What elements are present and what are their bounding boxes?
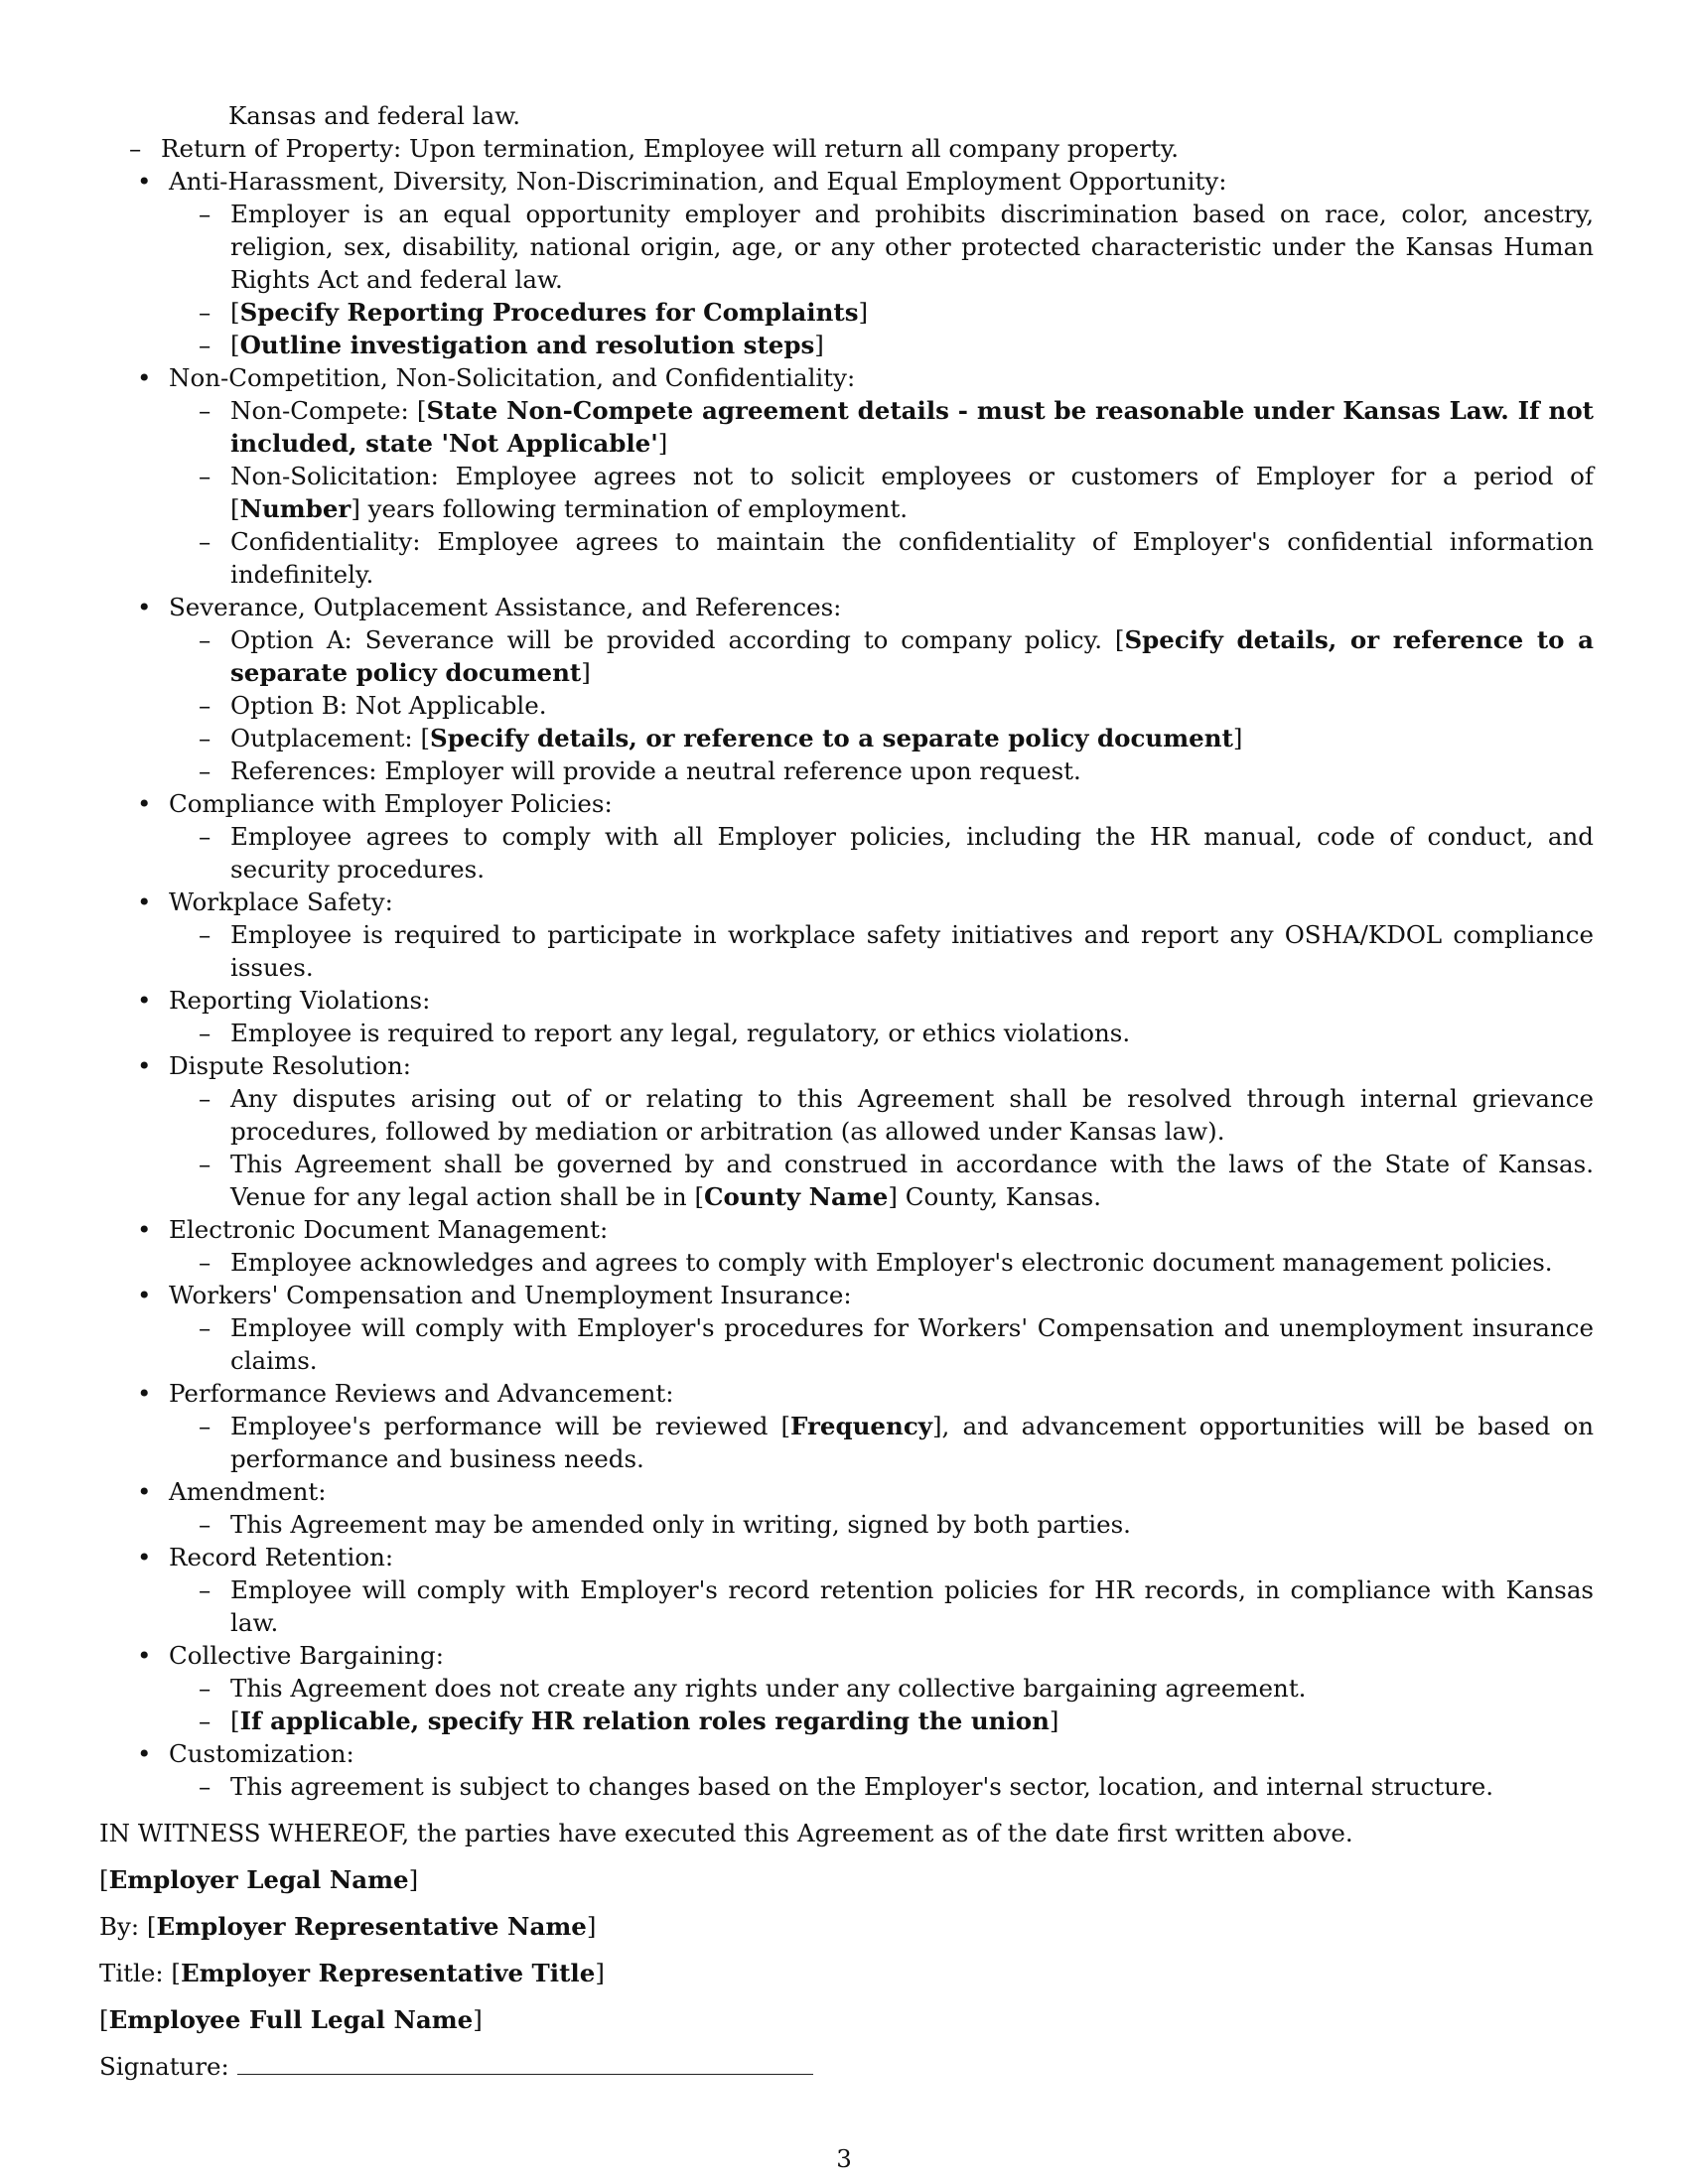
section-item (99, 1737, 1594, 1803)
section-subitems (169, 1508, 1594, 1541)
sub-item-body (230, 689, 1594, 722)
employee-name-line: [Employee Full Legal Name] (99, 2005, 483, 2034)
sub-item-body (230, 623, 1594, 689)
sub-item (230, 1017, 1594, 1049)
section-item (99, 984, 1594, 1049)
item-text: ] County, Kansas. (888, 1182, 1102, 1211)
placeholder-text: If applicable, specify HR relation roles regarding the union (239, 1706, 1050, 1735)
section-subitems (169, 623, 1594, 787)
section-title: • Performance Reviews and Advancement: (169, 1379, 674, 1408)
sub-item-body (230, 329, 1594, 361)
sub-item (230, 1508, 1594, 1541)
item-text: Option A: Severance will be provided according to company policy. [ (230, 625, 1125, 654)
section-item (99, 1213, 1594, 1279)
sub-item (230, 1410, 1594, 1475)
section-item (99, 787, 1594, 886)
signature-line (99, 2050, 1594, 2083)
section-sublist (230, 1672, 1594, 1737)
sub-item-body (230, 198, 1594, 296)
sub-item-body (230, 1311, 1594, 1377)
item-text: ] (1232, 724, 1243, 752)
item-text: References: Employer will provide a neutral reference upon request. (230, 756, 1081, 785)
section-title: • Electronic Document Management: (169, 1215, 609, 1244)
section-item (99, 1639, 1594, 1737)
sub-item-body (230, 525, 1594, 591)
section-sublist (230, 1573, 1594, 1639)
section-item (99, 1475, 1594, 1541)
section-sublist (230, 1246, 1594, 1279)
sub-item-body (230, 1770, 1594, 1803)
section-subitems (169, 1672, 1594, 1737)
item-text: Option B: Not Applicable. (230, 691, 547, 720)
section-item (99, 1541, 1594, 1639)
item-text: This Agreement does not create any rights under any collective bargaining agreement. (230, 1674, 1307, 1703)
section-title: • Record Retention: (169, 1543, 394, 1571)
sub-item-body (230, 754, 1594, 787)
placeholder-text: Outline investigation and resolution steps (239, 331, 815, 359)
placeholder-text: State Non-Compete agreement details - must be reasonable under Kansas Law. If not included, state 'Not Applicable' (230, 396, 1595, 458)
title-label: Title: (99, 1959, 164, 1987)
item-text: [ (230, 1706, 240, 1735)
sub-item (230, 754, 1594, 787)
section-sublist (230, 394, 1594, 591)
by-label: By: (99, 1912, 140, 1941)
sub-item-body (230, 1246, 1594, 1279)
section-sublist (230, 820, 1594, 886)
item-text: Employee is required to participate in workplace safety initiatives and report any OSHA/KDOL compliance issues. (230, 920, 1594, 982)
sub-item-body (230, 296, 1594, 329)
sub-item (230, 198, 1594, 296)
section-sublist (230, 198, 1594, 361)
item-text: Outplacement: [ (230, 724, 431, 752)
section-subitems (169, 198, 1594, 361)
section-subitems (169, 1770, 1594, 1803)
sub-item (230, 1311, 1594, 1377)
item-text: Non-Solicitation: Employee agrees not to solicit employees or customers of Employer for a period of [ (230, 462, 1594, 523)
item-text: Non-Compete: [ (230, 396, 427, 425)
section-item (99, 1377, 1594, 1475)
section-title: • Non-Competition, Non-Solicitation, and Confidentiality: (169, 363, 856, 392)
section-title: • Dispute Resolution: (169, 1051, 411, 1080)
section-title: • Workers' Compensation and Unemployment Insurance: (169, 1281, 852, 1309)
continuation-subitems (99, 132, 1594, 165)
sub-item (230, 460, 1594, 525)
document-page (99, 99, 1594, 2083)
placeholder-text: Specify details, or reference to a separate policy document (230, 625, 1595, 687)
sub-item-body (230, 1705, 1594, 1737)
item-text: Any disputes arising out of or relating to this Agreement shall be resolved through internal grievance procedures, followed by mediation or arbitration (as allowed under Kansas law). (230, 1084, 1594, 1146)
item-text: ] (581, 658, 591, 687)
section-subitems (169, 918, 1594, 984)
section-item (99, 1279, 1594, 1377)
section-sublist (230, 1311, 1594, 1377)
placeholder-text: Number (239, 494, 352, 523)
item-text: ] (1049, 1706, 1059, 1735)
sub-item (230, 689, 1594, 722)
item-text: Employer is an equal opportunity employer and prohibits discrimination based on race, color, ancestry, religion, sex, disability, national origin, age, or any other protected characteristic under the Kansas Human Rights Act and federal law. (230, 200, 1594, 294)
sub-item-body (230, 1508, 1594, 1541)
section-sublist (230, 1410, 1594, 1475)
item-text: Employee agrees to comply with all Employer policies, including the HR manual, code of conduct, and security procedures. (230, 822, 1594, 884)
section-subitems (169, 1246, 1594, 1279)
sub-item-body (230, 1573, 1594, 1639)
section-title: • Customization: (169, 1739, 354, 1768)
item-text: ] (814, 331, 824, 359)
section-subitems (169, 1082, 1594, 1213)
title-line: Title: [Employer Representative Title] (99, 1959, 605, 1987)
section-sublist (230, 1082, 1594, 1213)
item-text: ] (657, 429, 668, 458)
item-text: Employee acknowledges and agrees to comply with Employer's electronic document management policies. (230, 1248, 1553, 1277)
sub-item (230, 1705, 1594, 1737)
item-text: Employee will comply with Employer's record retention policies for HR records, in compliance with Kansas law. (230, 1575, 1594, 1637)
placeholder-text: County Name (704, 1182, 889, 1211)
section-sublist (230, 1770, 1594, 1803)
item-text: ], and advancement opportunities will be based on performance and business needs. (230, 1412, 1594, 1473)
section-subitems (169, 1017, 1594, 1049)
item-text: [ (230, 331, 240, 359)
sub-item (230, 394, 1594, 460)
sub-item (161, 132, 1594, 165)
continuation-sublist (161, 132, 1594, 165)
item-text: This Agreement may be amended only in writing, signed by both parties. (230, 1510, 1131, 1539)
sub-item (230, 1082, 1594, 1148)
signature-blank[interactable] (237, 2052, 813, 2075)
item-text: This Agreement shall be governed by and construed in accordance with the laws of the State of Kansas. Venue for any legal action shall be in [ (230, 1150, 1594, 1211)
by-line: By: [Employer Representative Name] (99, 1912, 597, 1941)
section-title: • Reporting Violations: (169, 986, 431, 1015)
witness-statement: IN WITNESS WHEREOF, the parties have executed this Agreement as of the date first written above. (99, 1819, 1353, 1847)
sub-item (230, 1672, 1594, 1705)
sub-item (230, 329, 1594, 361)
employee-name-placeholder: Employee Full Legal Name (108, 2005, 474, 2034)
placeholder-text: Frequency (790, 1412, 932, 1440)
item-text: ] years following termination of employment. (351, 494, 909, 523)
section-subitems (169, 394, 1594, 591)
sub-item (230, 1246, 1594, 1279)
sections-list (99, 165, 1594, 1803)
section-subitems (169, 1311, 1594, 1377)
sub-item-body (230, 1410, 1594, 1475)
item-text: Employee will comply with Employer's procedures for Workers' Compensation and unemployment insurance claims. (230, 1313, 1594, 1375)
sub-item-body (230, 918, 1594, 984)
item-text: Employee's performance will be reviewed [ (230, 1412, 791, 1440)
section-title: • Compliance with Employer Policies: (169, 789, 613, 818)
section-sublist (230, 1017, 1594, 1049)
sub-item-body (161, 132, 1594, 165)
section-title: • Severance, Outplacement Assistance, and References: (169, 593, 842, 621)
section-sublist (230, 918, 1594, 984)
sub-item-body (230, 460, 1594, 525)
section-sublist (230, 623, 1594, 787)
sub-item-body (230, 1082, 1594, 1148)
sub-item (230, 918, 1594, 984)
section-title: • Anti-Harassment, Diversity, Non-Discrimination, and Equal Employment Opportunity: (169, 167, 1227, 196)
sub-item-body (230, 1672, 1594, 1705)
section-item (99, 886, 1594, 984)
item-text: Confidentiality: Employee agrees to maintain the confidentiality of Employer's confidential information indefinitely. (230, 527, 1594, 589)
section-subitems (169, 1573, 1594, 1639)
sub-item (230, 1770, 1594, 1803)
sub-item-body (230, 722, 1594, 754)
item-text: ] (858, 298, 869, 327)
sub-item-body (230, 1148, 1594, 1213)
rep-title-placeholder: Employer Representative Title (180, 1959, 596, 1987)
section-item (99, 1049, 1594, 1213)
section-item (99, 591, 1594, 787)
placeholder-text: Specify details, or reference to a separate policy document (430, 724, 1233, 752)
sub-item-body (230, 394, 1594, 460)
sub-item (230, 296, 1594, 329)
sub-item (230, 722, 1594, 754)
item-text: [ (230, 298, 240, 327)
section-title: • Collective Bargaining: (169, 1641, 444, 1670)
sub-item (230, 623, 1594, 689)
section-item (99, 361, 1594, 591)
sub-item-body (230, 1017, 1594, 1049)
section-item (99, 165, 1594, 361)
continuation-text: Kansas and federal law. (228, 101, 521, 130)
section-title: • Workplace Safety: (169, 887, 393, 916)
employer-legal-name-line: [Employer Legal Name] (99, 1865, 419, 1894)
item-text: Employee is required to report any legal, regulatory, or ethics violations. (230, 1019, 1131, 1047)
employer-legal-name-placeholder: Employer Legal Name (108, 1865, 409, 1894)
page-number: 3 (836, 2144, 852, 2173)
section-sublist (230, 1508, 1594, 1541)
signature-label: Signature: (99, 2052, 229, 2081)
section-subitems (169, 820, 1594, 886)
section-subitems (169, 1410, 1594, 1475)
sub-item (230, 1148, 1594, 1213)
item-text: This agreement is subject to changes based on the Employer's sector, location, and internal structure. (230, 1772, 1494, 1801)
rep-name-placeholder: Employer Representative Name (156, 1912, 587, 1941)
sub-item-body (230, 820, 1594, 886)
section-title: • Amendment: (169, 1477, 327, 1506)
sub-item (230, 525, 1594, 591)
placeholder-text: Specify Reporting Procedures for Complaints (239, 298, 859, 327)
sub-item (230, 820, 1594, 886)
item-text: Return of Property: Upon termination, Employee will return all company property. (161, 134, 1180, 163)
sub-item (230, 1573, 1594, 1639)
